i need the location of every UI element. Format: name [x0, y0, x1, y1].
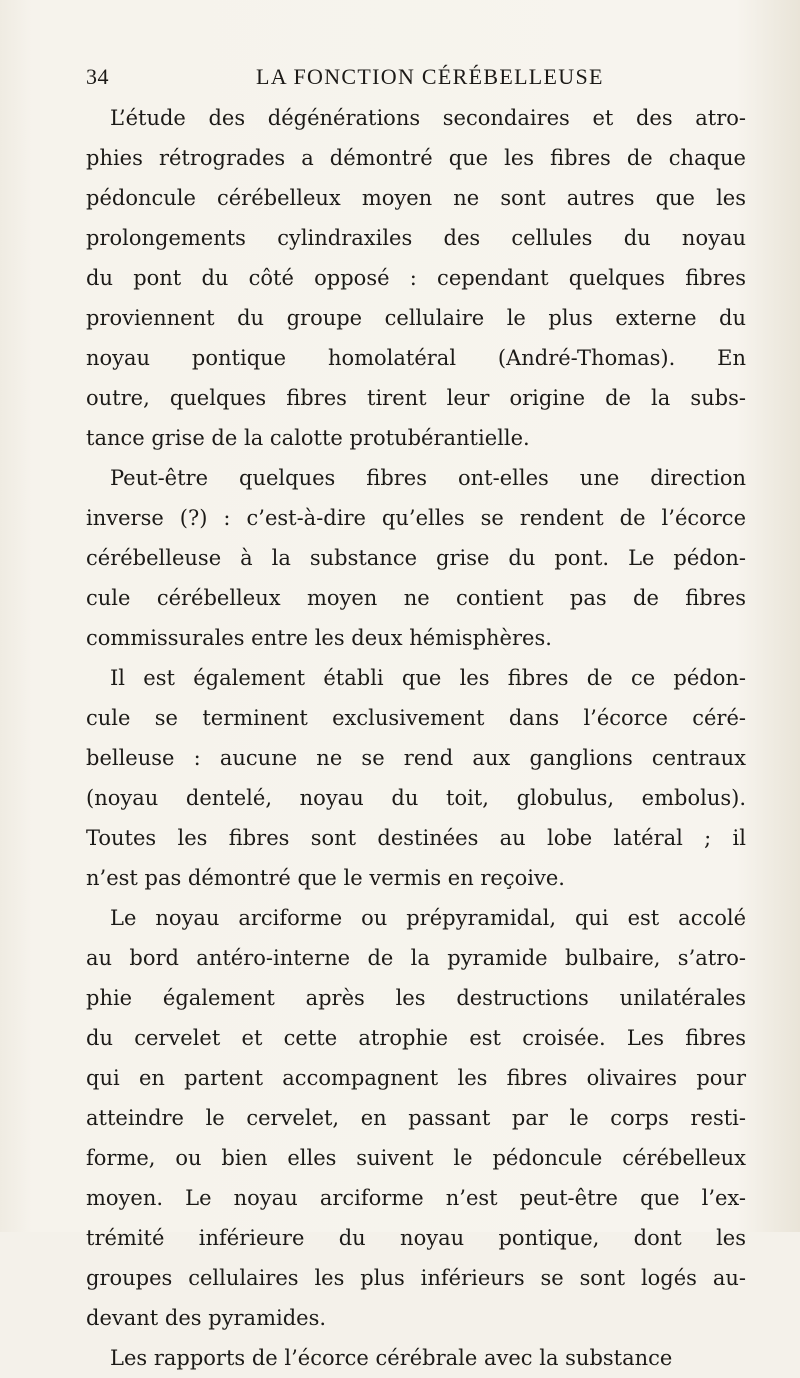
text-line: du cervelet et cette atrophie est croisée. Les fibres	[86, 1026, 746, 1050]
text-line: groupes cellulaires les plus inférieurs se sont logés au-	[86, 1266, 746, 1290]
text-line: Il est également établi que les fibres de ce pédon-	[110, 666, 746, 690]
text-line: noyau pontique homolatéral (André-Thomas). En	[86, 346, 746, 370]
text-line: commissurales entre les deux hémisphères.	[86, 626, 552, 650]
text-line: du pont du côté opposé : cependant quelques fibres	[86, 266, 746, 290]
text-line: trémité inférieure du noyau pontique, dont les	[86, 1226, 746, 1250]
text-line: phies rétrogrades a démontré que les fibres de chaque	[86, 146, 746, 170]
text-line: Le noyau arciforme ou prépyramidal, qui est accolé	[110, 906, 746, 930]
text-line: Peut-être quelques fibres ont-elles une direction	[110, 466, 746, 490]
running-title: LA FONCTION CÉRÉBELLEUSE	[256, 64, 604, 89]
text-line: proviennent du groupe cellulaire le plus externe du	[86, 306, 746, 330]
page-header	[86, 64, 746, 98]
text-line: inverse (?) : c’est-à-dire qu’elles se rendent de l’écorce	[86, 506, 746, 530]
text-line: phie également après les destructions unilatérales	[86, 986, 746, 1010]
body-text	[86, 98, 746, 1378]
text-line: au bord antéro-interne de la pyramide bulbaire, s’atro-	[86, 946, 746, 970]
text-line: n’est pas démontré que le vermis en reçoive.	[86, 866, 565, 890]
text-line: (noyau dentelé, noyau du toit, globulus, embolus).	[86, 786, 746, 810]
text-line: moyen. Le noyau arciforme n’est peut-être que l’ex-	[86, 1186, 746, 1210]
text-line: forme, ou bien elles suivent le pédoncule cérébelleux	[86, 1146, 746, 1170]
page-number: 34	[86, 64, 109, 89]
text-line: belleuse : aucune ne se rend aux ganglions centraux	[86, 746, 746, 770]
text-line: cule se terminent exclusivement dans l’écorce céré-	[86, 706, 746, 730]
text-line: tance grise de la calotte protubérantielle.	[86, 426, 530, 450]
text-line: outre, quelques fibres tirent leur origine de la subs-	[86, 386, 746, 410]
text-line: Les rapports de l’écorce cérébrale avec la substance	[110, 1346, 673, 1370]
text-line: L’étude des dégénérations secondaires et des atro-	[110, 106, 746, 130]
text-line: Toutes les fibres sont destinées au lobe latéral ; il	[86, 826, 746, 850]
text-line: prolongements cylindraxiles des cellules du noyau	[86, 226, 746, 250]
text-line: pédoncule cérébelleux moyen ne sont autres que les	[86, 186, 746, 210]
text-line: devant des pyramides.	[86, 1306, 327, 1330]
text-line: qui en partent accompagnent les fibres olivaires pour	[86, 1066, 746, 1090]
text-line: cérébelleuse à la substance grise du pont. Le pédon-	[86, 546, 746, 570]
text-line: cule cérébelleux moyen ne contient pas de fibres	[86, 586, 746, 610]
text-line: atteindre le cervelet, en passant par le corps resti-	[86, 1106, 746, 1130]
